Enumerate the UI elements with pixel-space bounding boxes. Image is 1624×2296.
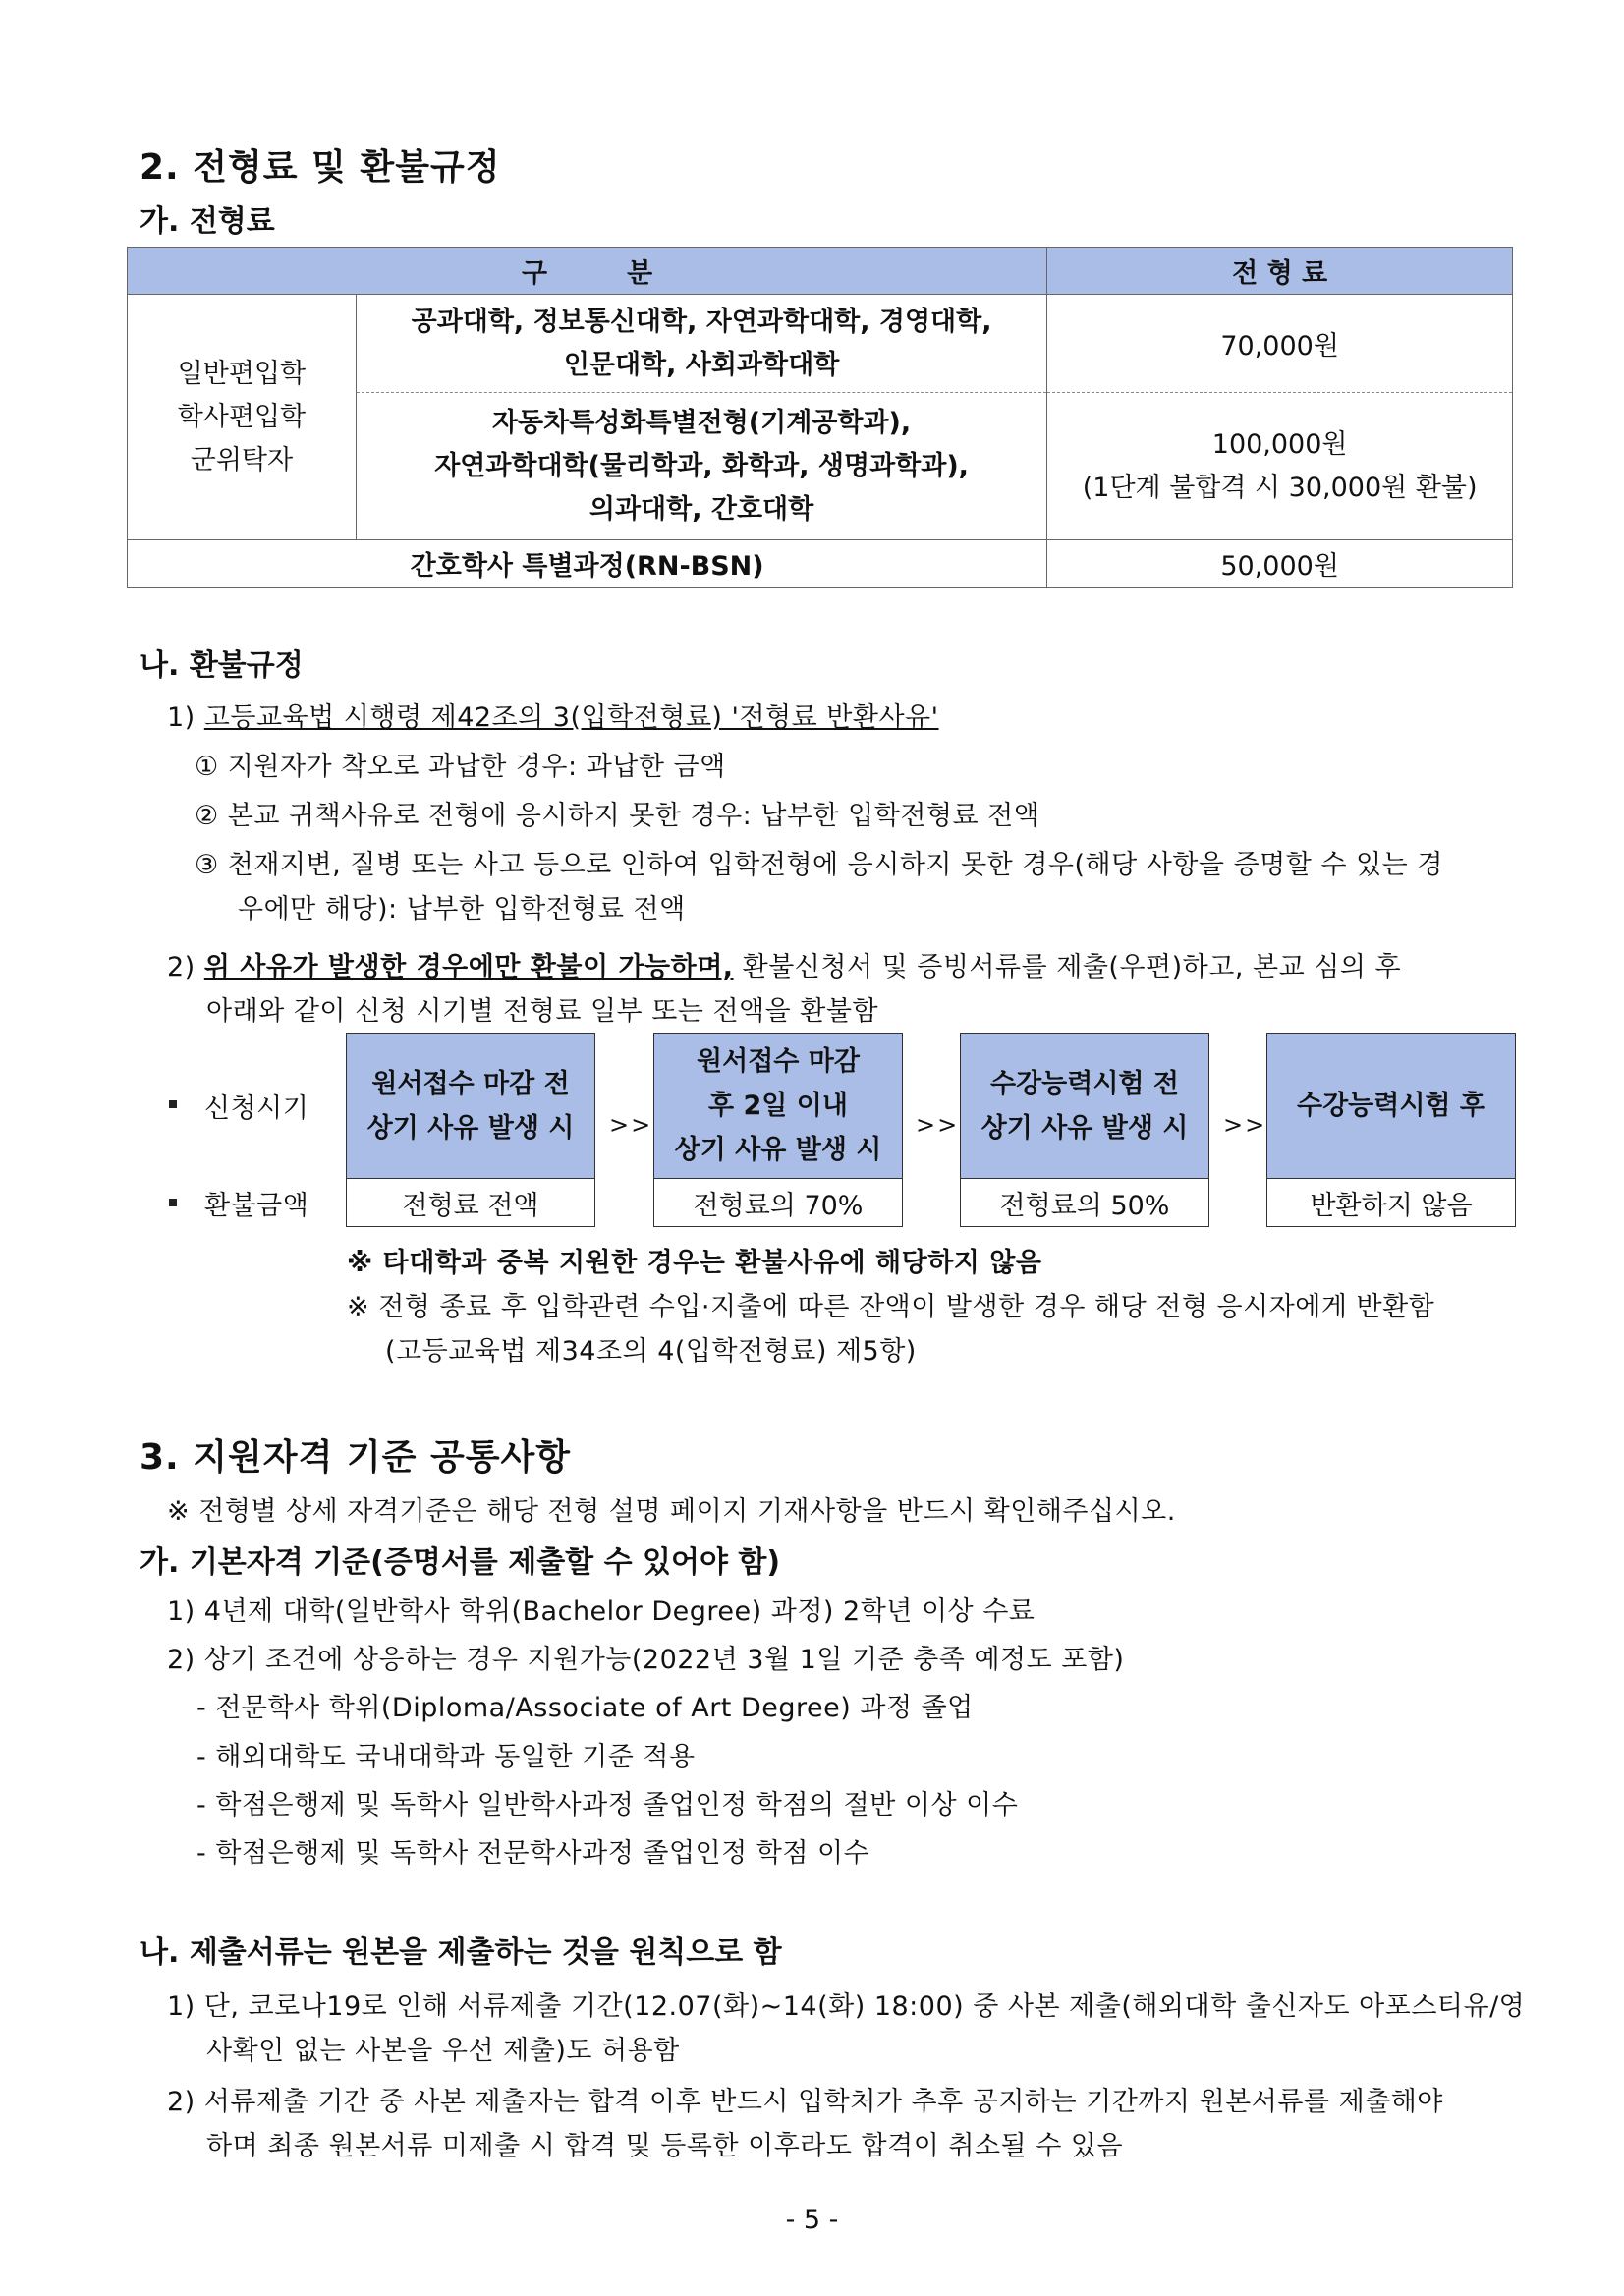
bullet-icon [169,1199,177,1206]
section-3-title: 3. 지원자격 기준 공통사항 [140,1437,572,1478]
flow-period-box-4: 수강능력시험 후 [1266,1033,1516,1179]
subsection-fee-title: 가. 전형료 [140,204,275,239]
page-number: - 5 - [785,2205,839,2235]
bullet-icon [169,1100,177,1108]
flow-amount-box-1: 전형료 전액 [346,1178,595,1227]
fee-table-row1-fee: 70,000원 [1047,295,1513,393]
refund-rule-1-item-cont: 우에만 해당): 납부한 입학전형료 전액 [238,894,686,924]
flow-arrow: >> [609,1111,653,1139]
refund-rule-2: 2) 위 사유가 발생한 경우에만 환불이 가능하며, 환불신청서 및 증빙서류를 제출(우편)하고, 본교 심의 후 [167,952,1402,982]
flow-amount-box-4: 반환하지 않음 [1266,1178,1516,1227]
refund-rule-1: 1) 고등교육법 시행령 제42조의 3(입학전형료) '전형료 반환사유' [167,702,939,733]
eligibility-sub-item: - 학점은행제 및 독학사 일반학사과정 졸업인정 학점의 절반 이상 이수 [196,1790,1019,1820]
fee-table-header-fee: 전 형 료 [1047,248,1513,295]
fee-table-row2-fee: 100,000원 (1단계 불합격 시 30,000원 환불) [1047,393,1513,540]
fee-table-row2-colleges: 자동차특성화특별전형(기계공학과), 자연과학대학(물리학과, 화학과, 생명과학과), 의과대학, 간호대학 [356,393,1046,540]
refund-note-2-cont: (고등교육법 제34조의 4(입학전형료) 제5항) [385,1336,917,1367]
flow-period-box-2: 원서접수 마감 후 2일 이내 상기 사유 발생 시 [653,1033,903,1179]
eligibility-sub-item: - 학점은행제 및 독학사 전문학사과정 졸업인정 학점 이수 [196,1838,870,1869]
refund-rule-1-item: ③ 천재지변, 질병 또는 사고 등으로 인하여 입학전형에 응시하지 못한 경우(해당 사항을 증명할 수 있는 경 [195,850,1443,880]
documents-item-cont: 사확인 없는 사본을 우선 제출)도 허용함 [206,2036,680,2066]
refund-rule-1-item: ① 지원자가 착오로 과납한 경우: 과납한 금액 [195,752,726,782]
refund-note-2: ※ 전형 종료 후 입학관련 수입·지출에 따른 잔액이 발생한 경우 해당 전형 응시자에게 반환함 [347,1292,1435,1322]
fee-table-row3-fee: 50,000원 [1047,540,1513,588]
section-3-note: ※ 전형별 상세 자격기준은 해당 전형 설명 페이지 기재사항을 반드시 확인해주십시오. [167,1496,1176,1527]
flow-amount-box-3: 전형료의 50% [960,1178,1209,1227]
documents-item: 1) 단, 코로나19로 인해 서류제출 기간(12.07(화)~14(화) 18:00) 중 사본 제출(해외대학 출신자도 아포스티유/영 [167,1991,1526,2022]
fee-table [127,247,1513,588]
subsection-refund-title: 나. 환불규정 [140,648,304,683]
subsection-documents-title: 나. 제출서류는 원본을 제출하는 것을 원칙으로 함 [140,1935,782,1970]
eligibility-item: 1) 4년제 대학(일반학사 학위(Bachelor Degree) 과정) 2학년 이상 수료 [167,1596,1036,1627]
flow-period-box-1: 원서접수 마감 전 상기 사유 발생 시 [346,1033,595,1179]
flow-arrow: >> [1223,1111,1267,1139]
flow-period-box-3: 수강능력시험 전 상기 사유 발생 시 [960,1033,1209,1179]
documents-item-cont: 하며 최종 원본서류 미제출 시 합격 및 등록한 이후라도 합격이 취소될 수 있음 [206,2131,1124,2161]
flow-arrow: >> [916,1111,960,1139]
flow-label-amount: 환불금액 [204,1191,309,1221]
section-2-title: 2. 전형료 및 환불규정 [140,147,501,188]
documents-item: 2) 서류제출 기간 중 사본 제출자는 합격 이후 반드시 입학처가 추후 공지하는 기간까지 원본서류를 제출해야 [167,2087,1443,2117]
refund-rule-1-item: ② 본교 귀책사유로 전형에 응시하지 못한 경우: 납부한 입학전형료 전액 [195,801,1040,831]
fee-table-group-label: 일반편입학 학사편입학 군위탁자 [128,295,357,540]
fee-table-row1-colleges: 공과대학, 정보통신대학, 자연과학대학, 경영대학, 인문대학, 사회과학대학 [356,295,1046,393]
eligibility-sub-item: - 해외대학도 국내대학과 동일한 기준 적용 [196,1742,696,1772]
fee-table-row3-label: 간호학사 특별과정(RN-BSN) [128,540,1047,588]
refund-rule-2-cont: 아래와 같이 신청 시기별 전형료 일부 또는 전액을 환불함 [206,996,879,1027]
eligibility-sub-item: - 전문학사 학위(Diploma/Associate of Art Degree) 과정 졸업 [196,1693,974,1723]
fee-table-header-category: 구 분 [128,248,1047,295]
refund-note-1: ※ 타대학과 중복 지원한 경우는 환불사유에 해당하지 않음 [347,1248,1042,1278]
eligibility-item: 2) 상기 조건에 상응하는 경우 지원가능(2022년 3월 1일 기준 충족 예정도 포함) [167,1645,1125,1675]
subsection-basic-eligibility-title: 가. 기본자격 기준(증명서를 제출할 수 있어야 함) [140,1545,781,1580]
flow-amount-box-2: 전형료의 70% [653,1178,903,1227]
flow-label-period: 신청시기 [204,1093,309,1124]
